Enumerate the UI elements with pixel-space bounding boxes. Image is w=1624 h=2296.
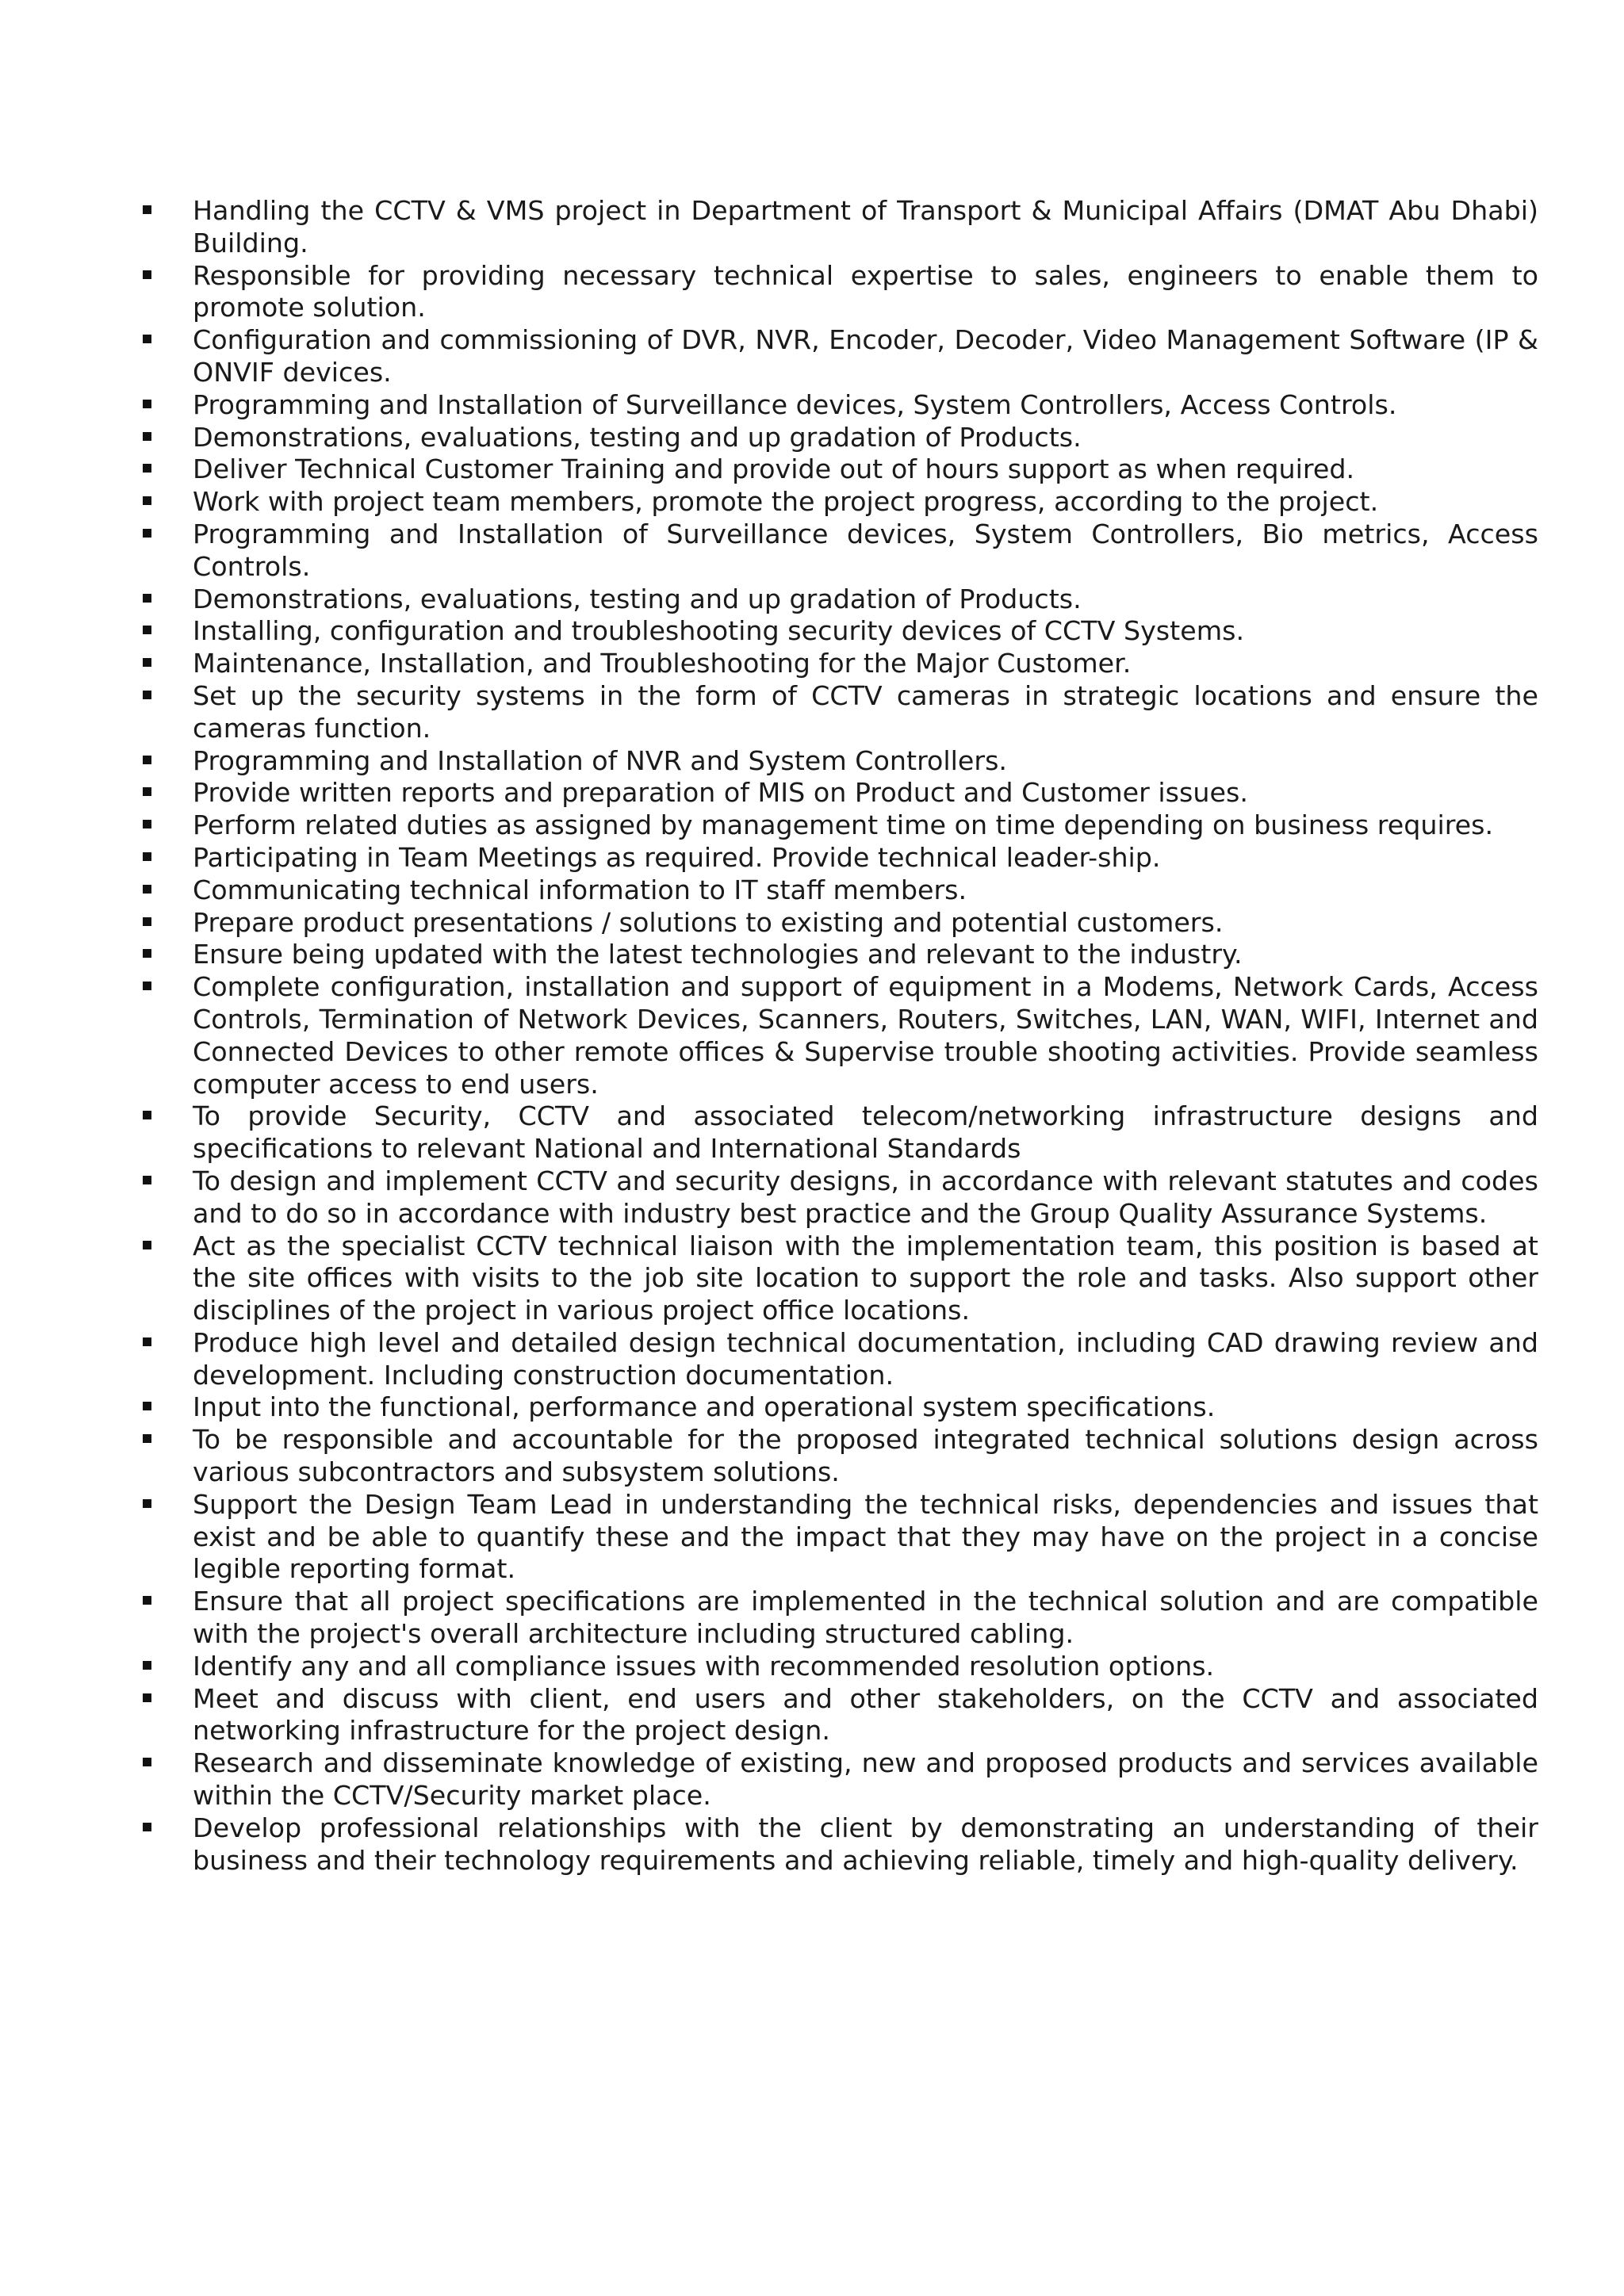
square-bullet-icon <box>143 1176 151 1184</box>
list-item <box>143 389 1538 422</box>
list-item <box>143 777 1538 809</box>
square-bullet-icon <box>143 1661 151 1670</box>
square-bullet-icon <box>143 400 151 408</box>
list-item-text: Develop professional relationships with the client by demonstrating an understanding of their business and their technology requirements and achieving reliable, timely and high-quality delivery. <box>193 1812 1538 1876</box>
list-item-text: Programming and Installation of Surveillance devices, System Controllers, Access Controls. <box>193 388 1397 420</box>
list-item <box>143 1391 1538 1424</box>
responsibilities-list <box>143 195 1538 1877</box>
square-bullet-icon <box>143 787 151 796</box>
square-bullet-icon <box>143 1111 151 1119</box>
list-item <box>143 453 1538 486</box>
list-item <box>143 1165 1538 1230</box>
list-item-text: Provide written reports and preparation of MIS on Product and Customer issues. <box>193 777 1248 809</box>
list-item-text: Input into the functional, performance and operational system specifications. <box>193 1391 1216 1423</box>
square-bullet-icon <box>143 270 151 279</box>
square-bullet-icon <box>143 756 151 764</box>
list-item-text: Act as the specialist CCTV technical liaison with the implementation team, this position is based at the site offices with visits to the job site location to support the role and tasks. Also support other disciplines of the project in various project office locations. <box>193 1230 1538 1326</box>
square-bullet-icon <box>143 1402 151 1410</box>
list-item <box>143 907 1538 939</box>
list-item-text: Set up the security systems in the form of CCTV cameras in strategic locations and ensure the cameras function. <box>193 679 1538 744</box>
list-item <box>143 1100 1538 1165</box>
list-item <box>143 1586 1538 1651</box>
square-bullet-icon <box>143 1823 151 1831</box>
list-item <box>143 324 1538 389</box>
list-item <box>143 971 1538 1100</box>
list-item <box>143 584 1538 616</box>
list-item <box>143 1424 1538 1489</box>
list-item-text: Communicating technical information to IT staff members. <box>193 874 967 905</box>
list-item-text: Deliver Technical Customer Training and provide out of hours support as when required. <box>193 453 1355 485</box>
list-item <box>143 842 1538 874</box>
square-bullet-icon <box>143 820 151 828</box>
list-item-text: Identify any and all compliance issues with recommended resolution options. <box>193 1650 1215 1682</box>
square-bullet-icon <box>143 205 151 214</box>
list-item-text: Meet and discuss with client, end users and other stakeholders, on the CCTV and associated networking infrastructure for the project design. <box>193 1682 1538 1747</box>
square-bullet-icon <box>143 1337 151 1346</box>
square-bullet-icon <box>143 626 151 634</box>
list-item-text: Research and disseminate knowledge of existing, new and proposed products and services available within the CCTV/Security market place. <box>193 1747 1538 1812</box>
square-bullet-icon <box>143 949 151 958</box>
square-bullet-icon <box>143 496 151 505</box>
square-bullet-icon <box>143 982 151 990</box>
list-item-text: Participating in Team Meetings as required. Provide technical leader-ship. <box>193 841 1161 873</box>
square-bullet-icon <box>143 529 151 538</box>
list-item <box>143 1327 1538 1392</box>
list-item <box>143 615 1538 648</box>
list-item-text: Ensure being updated with the latest technologies and relevant to the industry. <box>193 939 1243 970</box>
square-bullet-icon <box>143 432 151 441</box>
list-item-text: Produce high level and detailed design technical documentation, including CAD drawing review and development. Including construction documentation. <box>193 1326 1538 1391</box>
list-item <box>143 260 1538 325</box>
list-item <box>143 422 1538 454</box>
square-bullet-icon <box>143 658 151 667</box>
list-item-text: Configuration and commissioning of DVR, NVR, Encoder, Decoder, Video Management Software (IP & ONVIF devices. <box>193 324 1538 388</box>
square-bullet-icon <box>143 1241 151 1249</box>
list-item-text: Installing, configuration and troubleshooting security devices of CCTV Systems. <box>193 615 1245 647</box>
square-bullet-icon <box>143 594 151 603</box>
square-bullet-icon <box>143 1434 151 1443</box>
list-item <box>143 939 1538 971</box>
list-item <box>143 809 1538 842</box>
square-bullet-icon <box>143 885 151 894</box>
list-item-text: Handling the CCTV & VMS project in Department of Transport & Municipal Affairs (DMAT Abu Dhabi) Building. <box>193 195 1538 258</box>
list-item <box>143 874 1538 907</box>
square-bullet-icon <box>143 464 151 473</box>
list-item-text: Complete configuration, installation and support of equipment in a Modems, Network Cards, Access Controls, Termination of Network Devices, Scanners, Routers, Switches, LAN, WAN, WIFI, Internet and Connected Devices to other remote offices & Supervise trouble shooting activities. Provide seamless computer access to end users. <box>193 971 1538 1100</box>
list-item-text: Work with project team members, promote the project progress, according to the project. <box>193 486 1379 518</box>
list-item <box>143 1747 1538 1812</box>
square-bullet-icon <box>143 1693 151 1702</box>
list-item-text: Demonstrations, evaluations, testing and up gradation of Products. <box>193 583 1082 614</box>
list-item-text: Support the Design Team Lead in understanding the technical risks, dependencies and issues that exist and be able to quantify these and the impact that they may have on the project in a concise legible reporting format. <box>193 1488 1538 1585</box>
list-item <box>143 486 1538 519</box>
list-item-text: Prepare product presentations / solutions to existing and potential customers. <box>193 906 1224 938</box>
list-item-text: To design and implement CCTV and security designs, in accordance with relevant statutes and codes and to do so in accordance with industry best practice and the Group Quality Assurance Systems. <box>193 1165 1538 1229</box>
square-bullet-icon <box>143 335 151 343</box>
list-item <box>143 519 1538 584</box>
list-item-text: Responsible for providing necessary technical expertise to sales, engineers to enable them to promote solution. <box>193 259 1538 323</box>
square-bullet-icon <box>143 691 151 699</box>
list-item-text: Perform related duties as assigned by management time on time depending on business requires. <box>193 809 1494 841</box>
square-bullet-icon <box>143 1758 151 1766</box>
list-item <box>143 195 1538 260</box>
list-item-text: Ensure that all project specifications are implemented in the technical solution and are compatible with the project's overall architecture including structured cabling. <box>193 1586 1538 1650</box>
list-item-text: Programming and Installation of Surveillance devices, System Controllers, Bio metrics, Access Controls. <box>193 518 1538 582</box>
list-item-text: Demonstrations, evaluations, testing and up gradation of Products. <box>193 421 1082 453</box>
list-item <box>143 1651 1538 1683</box>
square-bullet-icon <box>143 1596 151 1605</box>
list-item <box>143 1230 1538 1327</box>
square-bullet-icon <box>143 1499 151 1508</box>
list-item <box>143 1489 1538 1586</box>
list-item-text: Programming and Installation of NVR and System Controllers. <box>193 744 1008 776</box>
list-item <box>143 745 1538 778</box>
list-item-text: To be responsible and accountable for the proposed integrated technical solutions design across various subcontractors and subsystem solutions. <box>193 1424 1538 1488</box>
list-item <box>143 1683 1538 1748</box>
square-bullet-icon <box>143 917 151 926</box>
square-bullet-icon <box>143 852 151 861</box>
list-item <box>143 648 1538 680</box>
list-item <box>143 680 1538 745</box>
list-item-text: To provide Security, CCTV and associated telecom/networking infrastructure designs and specifications to relevant National and International Standards <box>193 1100 1538 1165</box>
list-item <box>143 1812 1538 1877</box>
list-item-text: Maintenance, Installation, and Troubleshooting for the Major Customer. <box>193 648 1132 679</box>
